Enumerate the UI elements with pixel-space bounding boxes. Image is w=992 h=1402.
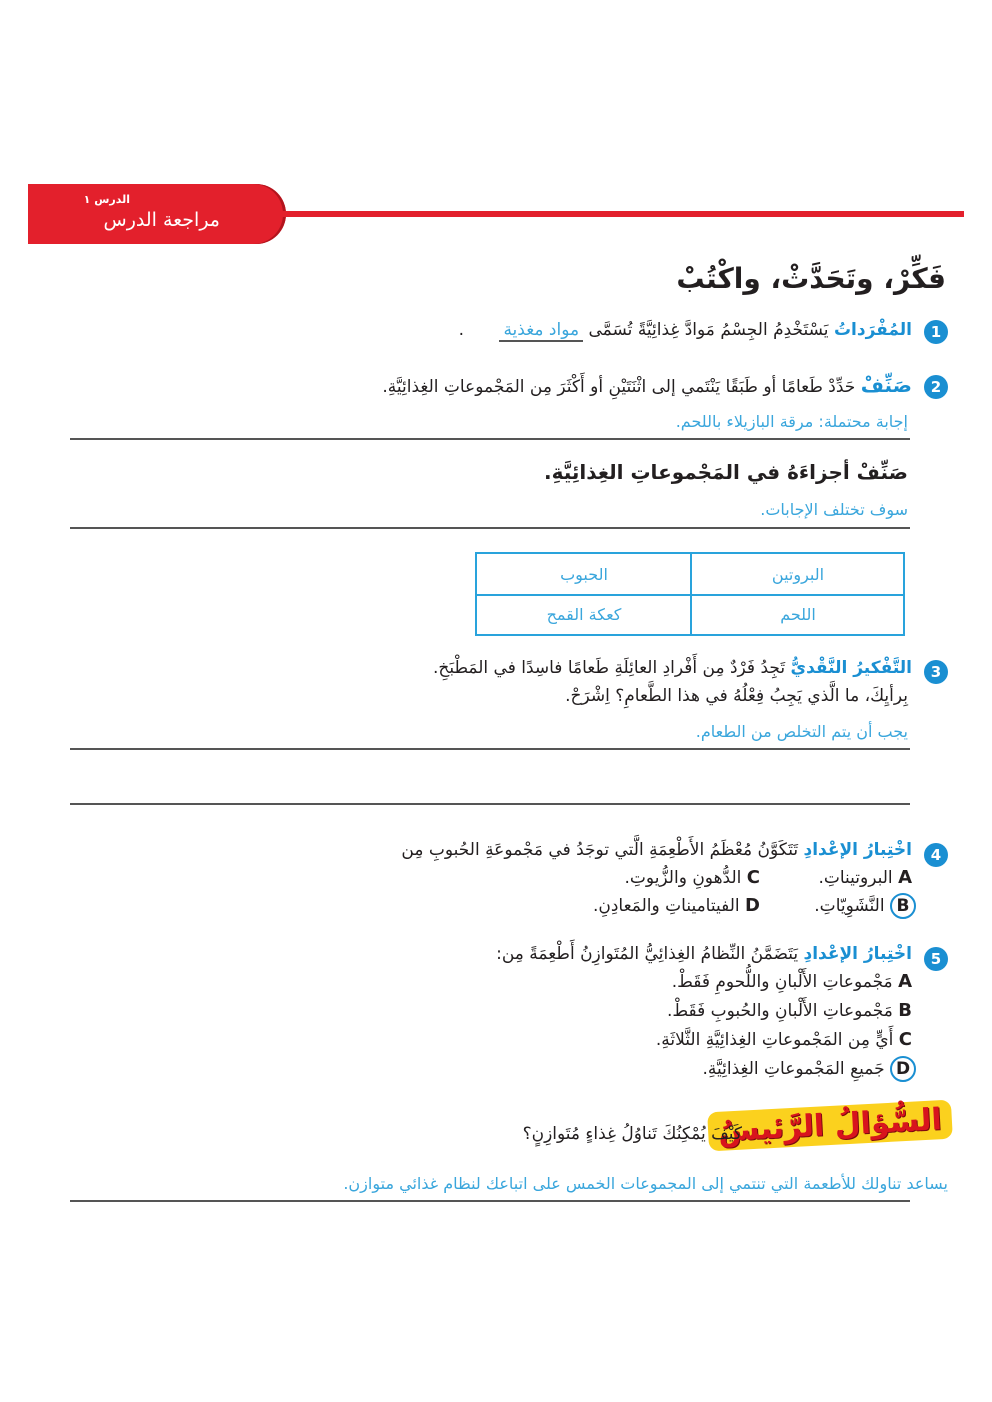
option-letter: A bbox=[898, 867, 912, 888]
q4-option-b[interactable] bbox=[814, 893, 916, 919]
q3-text-2: بِرأيِكَ، ما الَّذي يَجِبُ فِعْلُهُ في هذا الطَّعامِ؟ اِشْرَحْ. bbox=[565, 686, 908, 706]
question-number-2: 2 bbox=[924, 375, 948, 399]
question-5 bbox=[496, 944, 912, 964]
selected-answer-circle: B bbox=[890, 893, 916, 919]
q4-option-a[interactable] bbox=[818, 867, 912, 888]
option-text: مَجْموعاتِ الأَلْبانِ والحُبوبِ فَقَطْ. bbox=[666, 1001, 893, 1021]
table-cell-meat: اللحم bbox=[780, 605, 816, 624]
q2-text: حَدِّدْ طَعامًا أو طَبَقًا يَنْتَمي إلى اثْنَتَيْنِ أو أَكْثَرَ مِن المَجْموعاتِ الغِذائِيَّةِ. bbox=[382, 377, 856, 397]
q1-answer: مواد مغذية bbox=[499, 320, 583, 342]
option-letter: C bbox=[898, 1029, 912, 1050]
q2-sub-question: صَنِّفْ أجزاءَهُ في المَجْموعاتِ الغِذائِيَّةِ. bbox=[544, 460, 908, 484]
option-letter: D bbox=[745, 895, 760, 916]
selected-answer-circle: D bbox=[890, 1056, 916, 1082]
q4-option-d[interactable] bbox=[593, 895, 760, 916]
option-text: البروتيناتِ. bbox=[818, 868, 893, 888]
question-1 bbox=[459, 320, 912, 340]
q5-text: يَتَضَمَّنُ النِّظامُ الغِذائِيُّ المُتَوازِنُ أَطْعِمَةً مِن: bbox=[496, 944, 799, 964]
food-groups-table bbox=[475, 552, 905, 636]
main-question-label: السُّؤالُ الرَّئيسُ bbox=[707, 1100, 952, 1152]
section-heading: فَكِّرْ، وتَحَدَّثْ، واكْتُبْ bbox=[676, 262, 946, 295]
answer-line bbox=[70, 527, 910, 529]
question-4 bbox=[401, 840, 912, 860]
option-text: مَجْموعاتِ الأَلْبانِ واللُّحومِ فَقَطْ. bbox=[671, 972, 893, 992]
option-text: الفيتاميناتِ والمَعادِنِ. bbox=[592, 896, 740, 916]
q3-keyword: التَّفْكيرُ النَّقْديُّ bbox=[790, 658, 912, 678]
main-question-text: كَيْفَ يُمْكِنُكَ تَناوُلُ غِذاءٍ مُتَوازِنٍ؟ bbox=[522, 1124, 742, 1144]
option-letter: C bbox=[746, 867, 760, 888]
option-text: الدُّهونِ والزُّيوتِ. bbox=[624, 868, 742, 888]
q4-text: تَتَكَوَّنُ مُعْظَمُ الأَطْعِمَةِ الَّتي توجَدُ في مَجْموعَةِ الحُبوبِ مِن bbox=[401, 840, 799, 860]
option-letter: B bbox=[898, 1000, 912, 1021]
answer-line bbox=[70, 438, 910, 440]
lesson-review-title: مراجعة الدرس bbox=[103, 209, 220, 231]
table-divider bbox=[477, 594, 903, 596]
q1-text: يَسْتَخْدِمُ الجِسْمُ مَوادَّ غِذائِيَّةً تُسَمَّى bbox=[588, 320, 829, 340]
q5-keyword: اخْتِبارُ الإعْدادِ bbox=[803, 944, 912, 964]
answer-line bbox=[70, 748, 910, 750]
q5-option-c[interactable] bbox=[656, 1029, 912, 1050]
q3-answer: يجب أن يتم التخلص من الطعام. bbox=[695, 722, 908, 741]
table-header-grains: الحبوب bbox=[560, 565, 608, 584]
table-cell-wheat-cake: كعكة القمح bbox=[546, 605, 622, 624]
option-text: جَميعِ المَجْموعاتِ الغِذائِيَّةِ. bbox=[702, 1059, 885, 1079]
question-number-5: 5 bbox=[924, 947, 948, 971]
question-number-1: 1 bbox=[924, 320, 948, 344]
answer-line bbox=[70, 1200, 910, 1202]
question-number-4: 4 bbox=[924, 843, 948, 867]
option-text: النَّشَوِيّاتِ. bbox=[814, 896, 885, 916]
question-3-line-1 bbox=[433, 658, 912, 678]
q5-option-a[interactable] bbox=[672, 971, 912, 992]
q5-option-b[interactable] bbox=[667, 1000, 912, 1021]
q1-keyword: المُفْرَداتُ bbox=[833, 320, 912, 340]
lesson-number-label: الدرس ١ bbox=[83, 193, 130, 206]
question-number-3: 3 bbox=[924, 660, 948, 684]
q2-sub-answer: سوف تختلف الإجابات. bbox=[760, 500, 908, 519]
main-question-answer: يساعد تناولك للأطعمة التي تنتمي إلى المجموعات الخمس على اتباعك لنظام غذائي متوازن. bbox=[343, 1174, 948, 1193]
table-header-protein: البروتين bbox=[771, 565, 825, 584]
q2-answer: إجابة محتملة: مرقة البازيلاء باللحم. bbox=[675, 412, 908, 431]
option-text: أَيٍّ مِن المَجْموعاتِ الغِذائِيَّةِ الثَّلاثَةِ. bbox=[655, 1030, 894, 1050]
q4-keyword: اخْتِبارُ الإعْدادِ bbox=[803, 840, 912, 860]
q5-option-d[interactable] bbox=[702, 1056, 916, 1082]
question-2 bbox=[382, 373, 912, 397]
q2-keyword: صَنِّفْ bbox=[860, 373, 912, 397]
q3-text-1: تَجِدُ فَرْدٌ مِن أَفْرادِ العائِلَةِ طَعامًا فاسِدًا في المَطْبَخِ. bbox=[432, 658, 786, 678]
q4-option-c[interactable] bbox=[625, 867, 761, 888]
header-divider bbox=[270, 211, 964, 217]
q1-end: . bbox=[458, 320, 465, 340]
answer-line bbox=[70, 803, 910, 805]
option-letter: A bbox=[898, 971, 912, 992]
